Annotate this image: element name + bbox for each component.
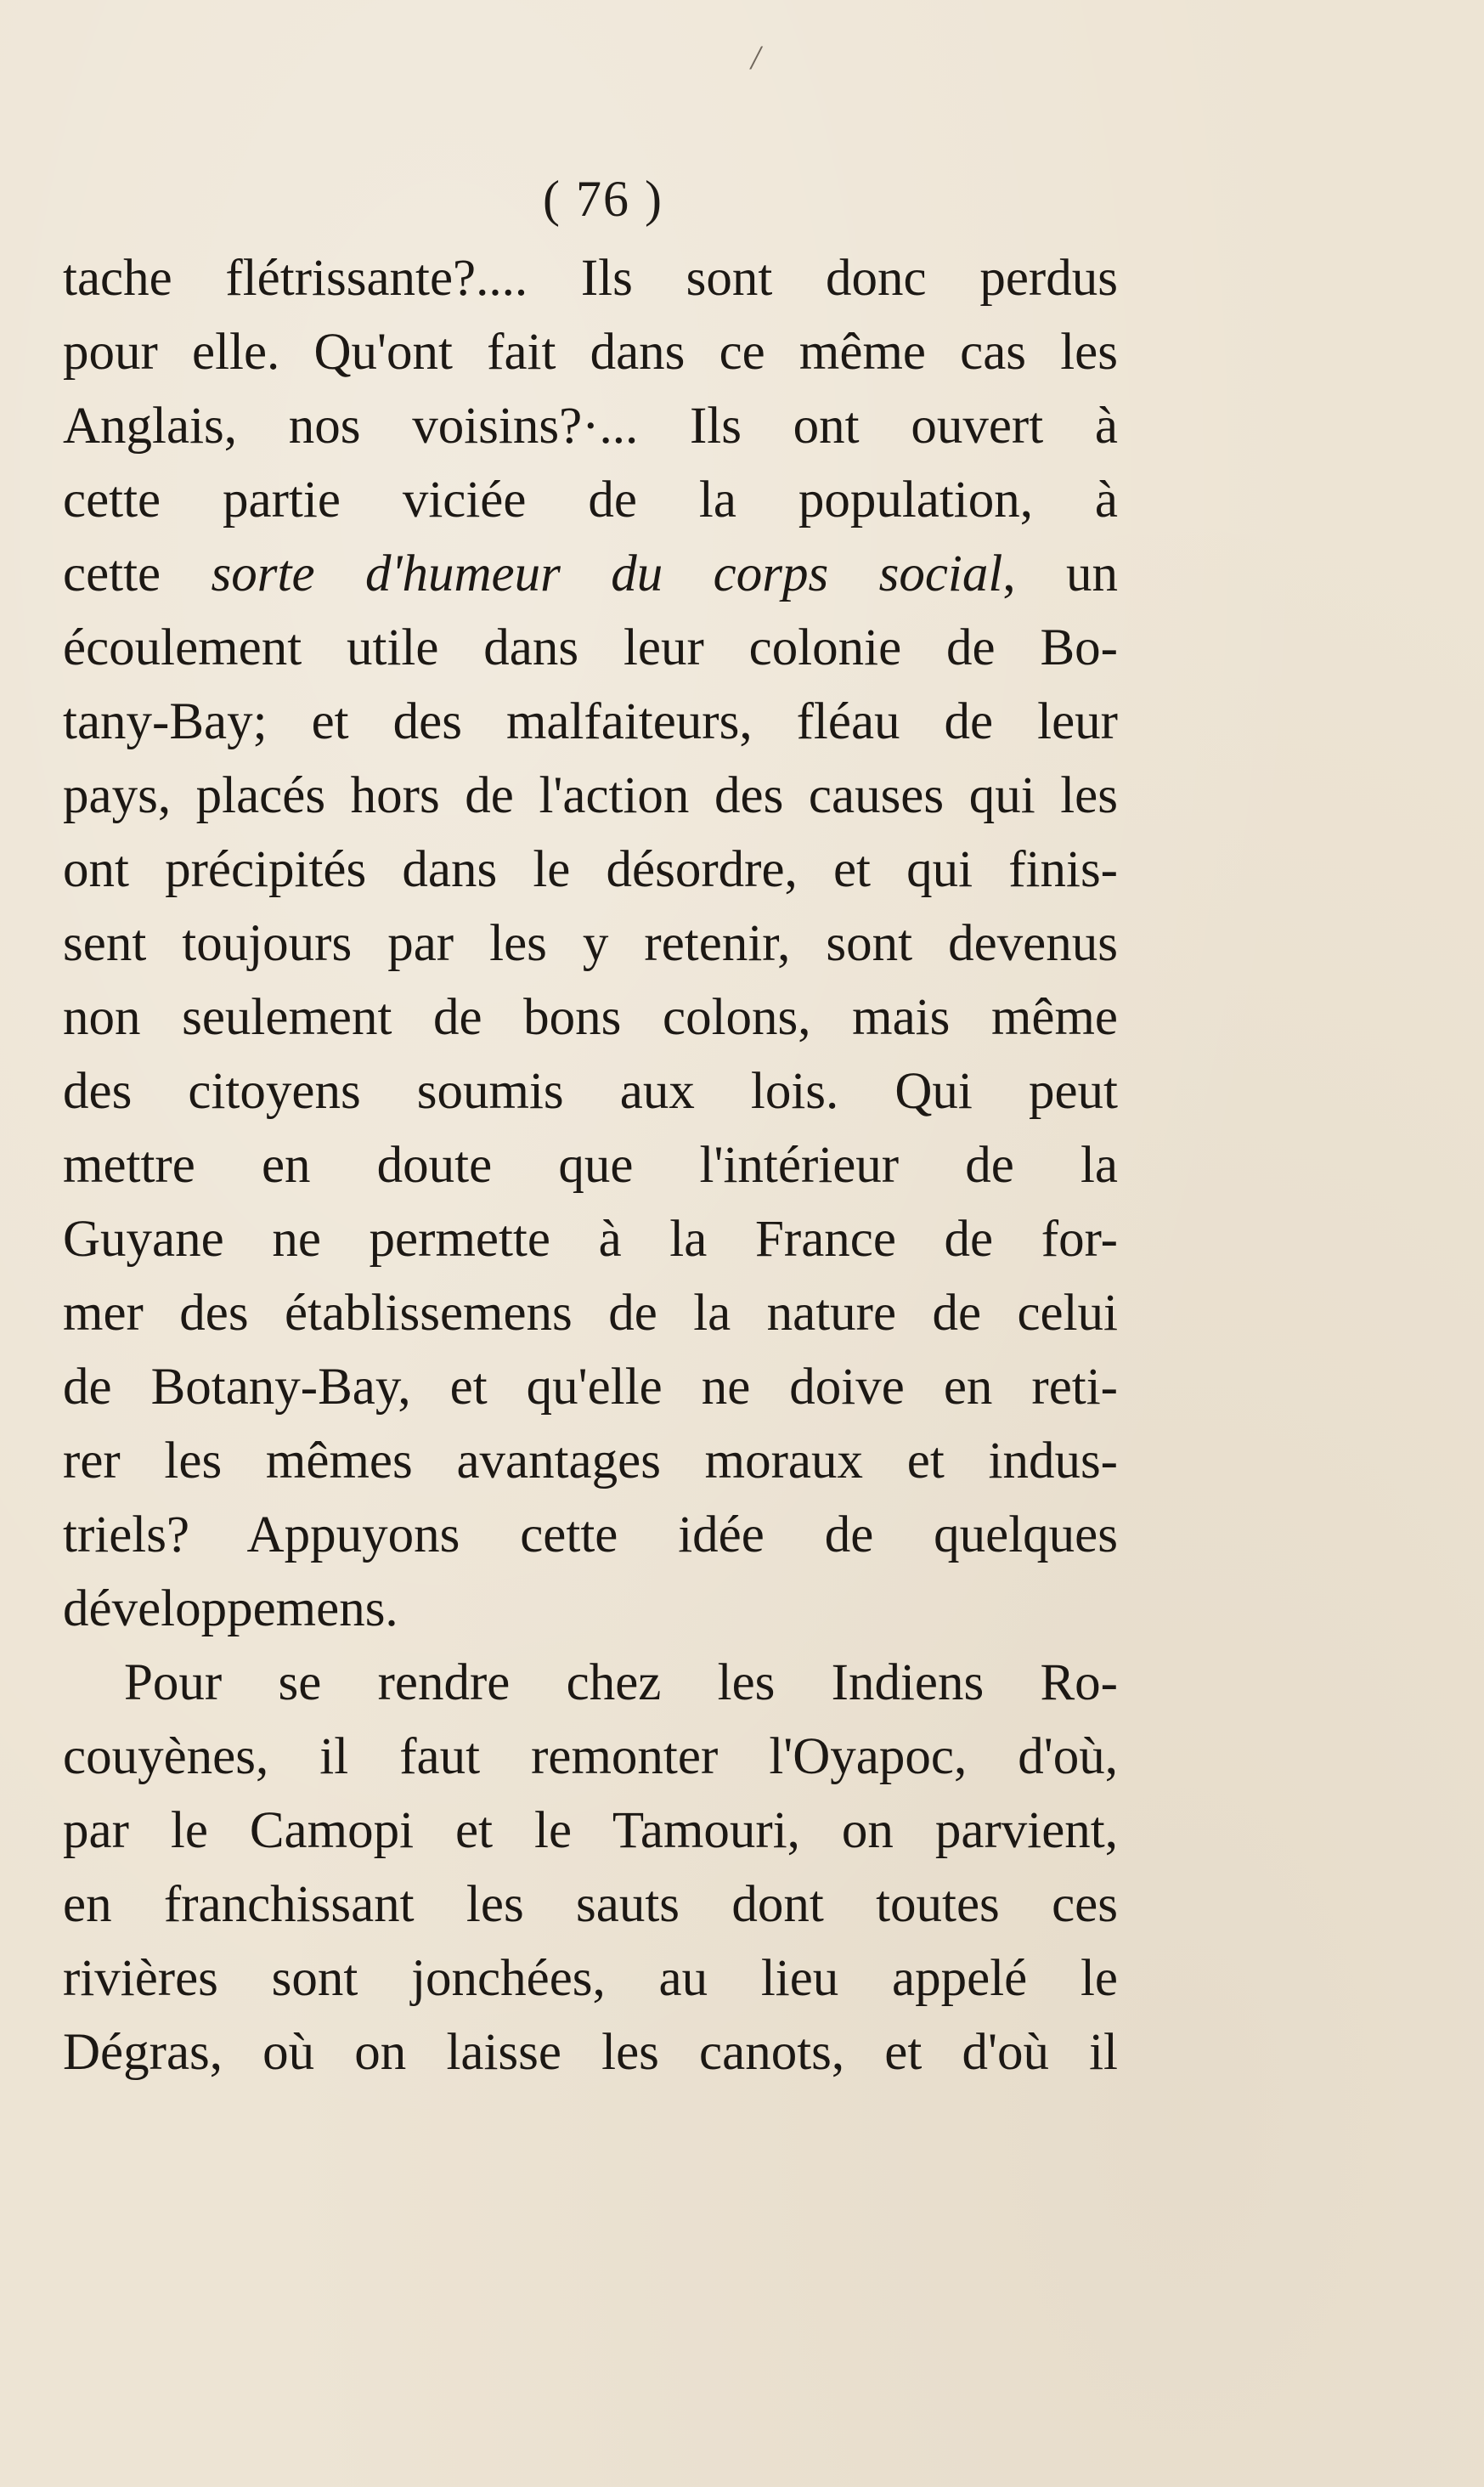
text-line: écoulement utile dans leur colonie de Bo- xyxy=(63,619,1118,676)
text-line: par le Camopi et le Tamouri, on parvient, xyxy=(63,1802,1118,1859)
text-line: rer les mêmes avantages moraux et indus- xyxy=(63,1433,1118,1489)
text-line: des citoyens soumis aux lois. Qui peut xyxy=(63,1063,1118,1120)
text-segment: , un xyxy=(1002,545,1118,602)
text-line: de Botany-Bay, et qu'elle ne doive en reti- xyxy=(63,1359,1118,1416)
page-number: ( 76 ) xyxy=(543,171,663,227)
italic-phrase: sorte d'humeur du corps social xyxy=(211,545,1003,602)
text-line xyxy=(63,537,1118,611)
edge-mark: / xyxy=(751,38,761,76)
body-text xyxy=(63,241,1118,2089)
text-line: pays, placés hors de l'action des causes qui les xyxy=(63,767,1118,824)
text-line: développemens. xyxy=(63,1580,398,1637)
text-line: ont précipités dans le désordre, et qui finis- xyxy=(63,841,1118,898)
text-line: mer des établissemens de la nature de celui xyxy=(63,1285,1118,1342)
text-line: pour elle. Qu'ont fait dans ce même cas les xyxy=(63,324,1118,381)
paragraph-2 xyxy=(63,1646,1118,2089)
text-line: mettre en doute que l'intérieur de la xyxy=(63,1137,1118,1194)
text-line: sent toujours par les y retenir, sont devenus xyxy=(63,915,1118,972)
text-line: non seulement de bons colons, mais même xyxy=(63,989,1118,1046)
paragraph-1 xyxy=(63,241,1118,1646)
text-segment: cette xyxy=(63,545,212,602)
text-line: cette partie viciée de la population, à xyxy=(63,472,1118,528)
text-line: en franchissant les sauts dont toutes ces xyxy=(63,1876,1118,1933)
text-line: triels? Appuyons cette idée de quelques xyxy=(63,1506,1118,1563)
text-line: Guyane ne permette à la France de for- xyxy=(63,1211,1118,1268)
text-line: Dégras, où on laisse les canots, et d'où il xyxy=(63,2024,1118,2081)
text-line: tany-Bay; et des malfaiteurs, fléau de leur xyxy=(63,693,1118,750)
text-line: Anglais, nos voisins?·... Ils ont ouvert à xyxy=(63,398,1118,455)
text-line: couyènes, il faut remonter l'Oyapoc, d'où, xyxy=(63,1728,1118,1785)
text-line: rivières sont jonchées, au lieu appelé le xyxy=(63,1950,1118,2007)
text-line: Pour se rendre chez les Indiens Ro- xyxy=(124,1654,1118,1711)
text-line: tache flétrissante?.... Ils sont donc perdus xyxy=(63,250,1118,307)
